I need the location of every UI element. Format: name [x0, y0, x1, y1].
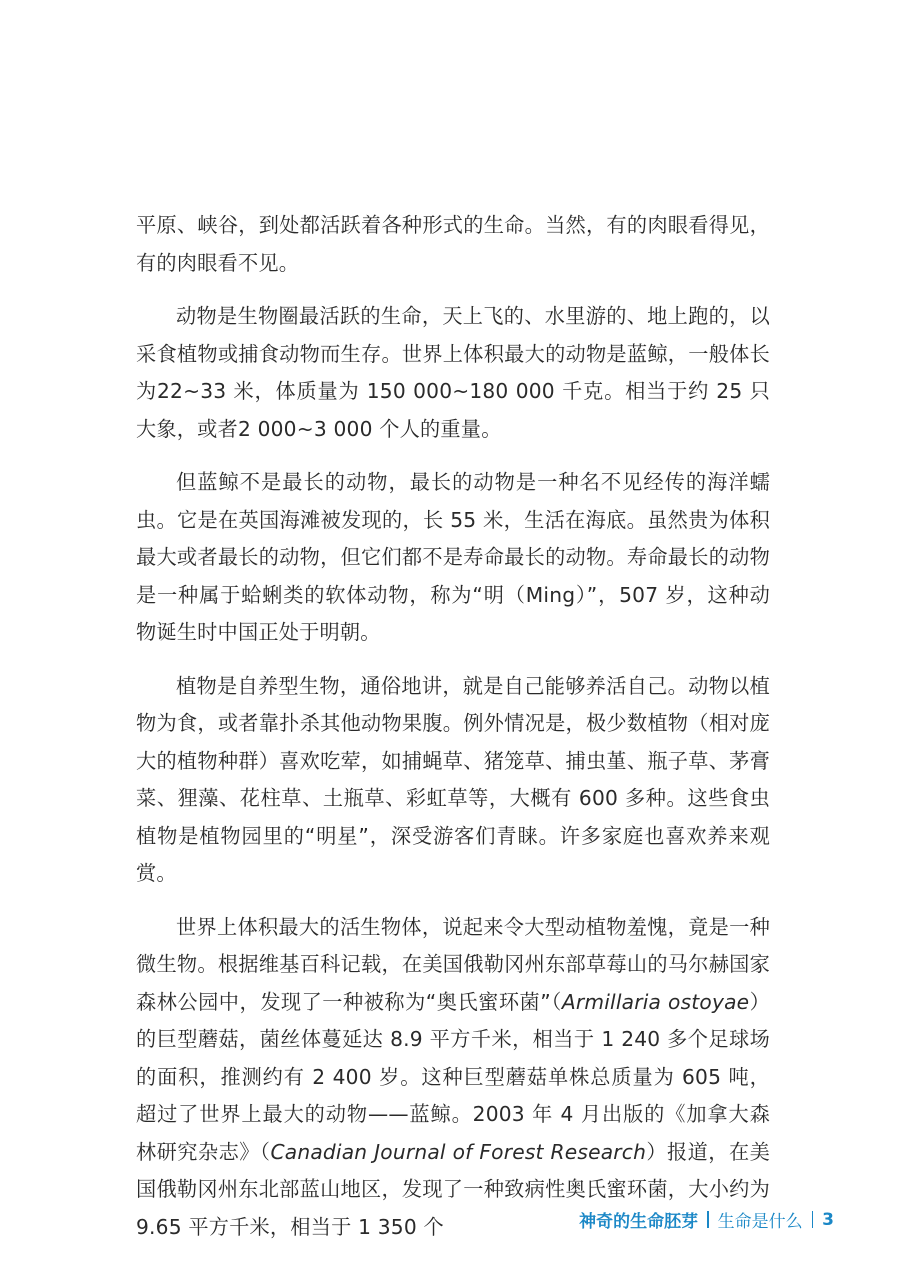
paragraph-3 [136, 464, 770, 652]
paragraph-5-text-c: ）报道，在美国俄勒冈州东北部蓝山地区，发现了一种致病性奥氏蜜环菌，大小约为 9.65 平方千米，相当于 1 350 个 [136, 1139, 770, 1239]
paragraph-5 [136, 909, 770, 1247]
species-name-latin: Armillaria ostoyae [561, 989, 750, 1014]
paragraph-1-text: 平原、峡谷，到处都活跃着各种形式的生命。当然，有的肉眼看得见，有的肉眼看不见。 [136, 213, 770, 275]
paragraph-5-text-a: 世界上体积最大的活生物体，说起来令大型动植物羞愧，竟是一种微生物。根据维基百科记载，在美国俄勒冈州东部草莓山的马尔赫国家森林公园中，发现了一种被称为“奥氏蜜环菌”（ [136, 914, 770, 1014]
page-number: 3 [822, 1209, 834, 1230]
book-title: 神奇的生命胚芽 [579, 1212, 699, 1232]
footer-divider [707, 1211, 709, 1228]
journal-name-latin: Canadian Journal of Forest Research [270, 1139, 647, 1164]
paragraph-3-text: 但蓝鲸不是最长的动物，最长的动物是一种名不见经传的海洋蠕虫。它是在英国海滩被发现的，长 55 米，生活在海底。虽然贵为体积最大或者最长的动物，但它们都不是寿命最长的动物。寿命最长的动物是一种属于蛤蜊类的软体动物，称为“明（Ming）”，507 岁，这种动物诞生时中国正处于明朝。 [136, 470, 770, 644]
paragraph-5-text-b: ）的巨型蘑菇，菌丝体蔓延达 8.9 平方千米，相当于 1 240 多个足球场的面积，推测约有 2 400 岁。这种巨型蘑菇单株总质量为 605 吨，超过了世界上最大的动物——蓝鲸。2003 年 4 月出版的《加拿大森林研究杂志》（ [136, 989, 770, 1164]
paragraph-4 [136, 668, 770, 893]
paragraph-2-text: 动物是生物圈最活跃的生命，天上飞的、水里游的、地上跑的，以采食植物或捕食动物而生存。世界上体积最大的动物是蓝鲸，一般体长为22~33 米，体质量为 150 000~180 000 千克。相当于约 25 只大象，或者2 000~3 000 个人的重量。 [136, 304, 770, 441]
chapter-title: 生命是什么 [717, 1212, 803, 1232]
paragraph-4-text: 植物是自养型生物，通俗地讲，就是自己能够养活自己。动物以植物为食，或者靠扑杀其他动物果腹。例外情况是，极少数植物（相对庞大的植物种群）喜欢吃荤，如捕蝇草、猪笼草、捕虫堇、瓶子草、茅膏菜、狸藻、花柱草、土瓶草、彩虹草等，大概有 600 多种。这些食虫植物是植物园里的“明星”，深受游客们青睐。许多家庭也喜欢养来观赏。 [136, 673, 770, 885]
paragraph-2 [136, 298, 770, 448]
page-footer [579, 1207, 834, 1232]
footer-divider [812, 1211, 814, 1228]
paragraph-1 [136, 207, 770, 282]
body-text [136, 207, 770, 1262]
